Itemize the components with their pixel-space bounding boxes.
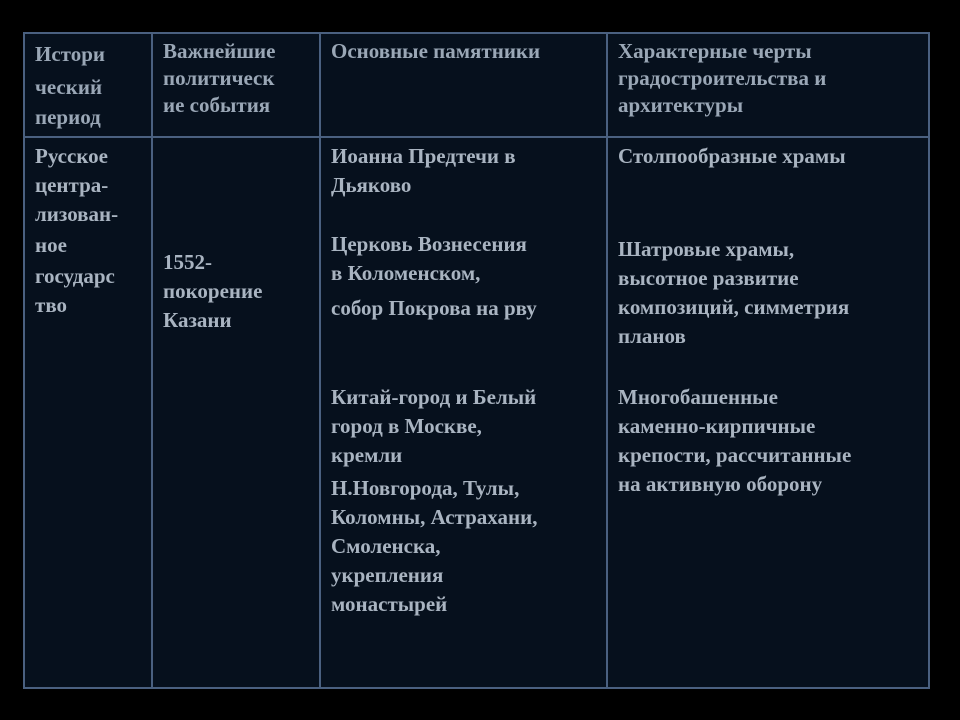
cell-period	[24, 137, 152, 688]
monument-line: город в Москве,	[331, 414, 482, 438]
monument-line: Смоленска,	[331, 534, 441, 558]
header-events-line: политическ	[163, 66, 275, 90]
period-line: Русское	[35, 144, 108, 168]
period-line: центра-	[35, 173, 109, 197]
feature-entry	[618, 235, 918, 351]
header-monuments	[320, 33, 607, 137]
cell-features	[607, 137, 929, 688]
header-period-line: период	[35, 105, 101, 129]
monument-line: Н.Новгорода, Тулы,	[331, 476, 520, 500]
monument-line: Церковь Вознесения	[331, 232, 527, 256]
header-features	[607, 33, 929, 137]
feature-line: на активную оборону	[618, 472, 823, 496]
monument-entry	[331, 474, 596, 619]
events-line: Казани	[163, 308, 232, 332]
monument-line: кремли	[331, 443, 403, 467]
header-features-line: Характерные черты	[618, 39, 812, 63]
monument-line: в Коломенском,	[331, 261, 481, 285]
period-line: лизован-	[35, 202, 119, 226]
monument-line: Коломны, Астрахани,	[331, 505, 538, 529]
header-period-line: Истори	[35, 42, 105, 66]
monument-entry	[331, 294, 596, 323]
period-line: государс	[35, 264, 115, 288]
table-row	[24, 137, 929, 688]
monument-line: Дьяково	[331, 173, 412, 197]
feature-line: каменно-кирпичные	[618, 414, 816, 438]
cell-monuments	[320, 137, 607, 688]
feature-line: планов	[618, 324, 686, 348]
header-events-line: Важнейшие	[163, 39, 276, 63]
feature-entry	[618, 383, 918, 499]
period-line: ное	[35, 233, 67, 257]
monument-line: Иоанна Предтечи в	[331, 144, 516, 168]
monument-line: Китай-город и Белый	[331, 385, 537, 409]
cell-events	[152, 137, 320, 688]
header-events-line: ие события	[163, 93, 271, 117]
feature-line: крепости, рассчитанные	[618, 443, 852, 467]
monument-line: монастырей	[331, 592, 448, 616]
feature-line: композиций, симметрия	[618, 295, 850, 319]
feature-line: высотное развитие	[618, 266, 799, 290]
period-line: тво	[35, 293, 68, 317]
events-line: покорение	[163, 279, 263, 303]
events-line: 1552-	[163, 250, 212, 274]
monument-line: укрепления	[331, 563, 444, 587]
monument-entry	[331, 230, 596, 288]
header-period-line: ческий	[35, 75, 103, 99]
monument-entry	[331, 383, 596, 470]
feature-line: Столпообразные храмы	[618, 144, 846, 168]
architecture-history-table	[23, 32, 930, 689]
header-period	[24, 33, 152, 137]
header-features-line: градостроительства и	[618, 66, 827, 90]
table-header-row	[24, 33, 929, 137]
feature-entry	[618, 142, 918, 171]
header-features-line: архитектуры	[618, 93, 744, 117]
header-monuments-line: Основные памятники	[331, 39, 541, 63]
monument-line: собор Покрова на рву	[331, 296, 537, 320]
header-events	[152, 33, 320, 137]
feature-line: Шатровые храмы,	[618, 237, 795, 261]
monument-entry	[331, 142, 596, 200]
feature-line: Многобашенные	[618, 385, 778, 409]
